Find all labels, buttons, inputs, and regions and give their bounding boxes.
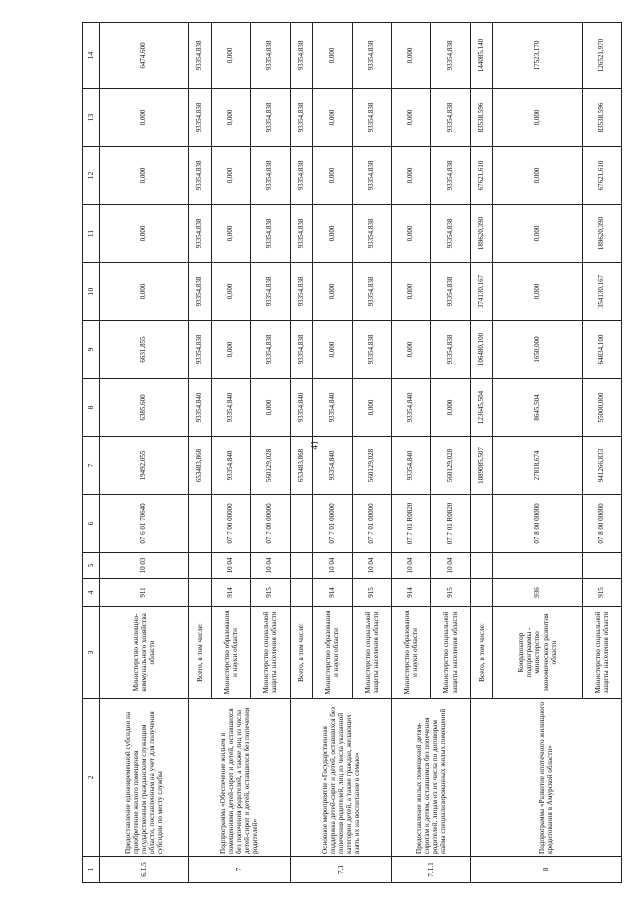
col-header: 7 [83, 437, 100, 495]
measure-name: Предоставление единовременной субсидии на приобретение жилого помещения государственным гражданским служащим области, поставленным на учет для получения субсидии по месту службы [100, 699, 189, 857]
value-cell: 93354,838 [290, 23, 313, 89]
value-cell: 0,000 [313, 321, 352, 379]
value-cell: 0,000 [211, 147, 250, 205]
value-cell: 0,000 [100, 89, 189, 147]
value-cell: 560129,028 [352, 437, 391, 495]
executor: Министерство образования и науки области [391, 607, 430, 699]
grbs-code: 911 [100, 579, 189, 607]
executor: Министерство социальной защиты населения области [251, 607, 290, 699]
value-cell: 93354,838 [189, 321, 212, 379]
value-cell: 93354,838 [189, 205, 212, 263]
value-cell: 0,000 [391, 23, 430, 89]
value-cell: 93354,838 [251, 147, 290, 205]
table-row [470, 23, 493, 883]
value-cell: 106480,100 [470, 321, 493, 379]
value-cell: 0,000 [313, 205, 352, 263]
value-cell: 126521,970 [582, 23, 621, 89]
col-header: 14 [83, 23, 100, 89]
value-cell: 0,000 [391, 321, 430, 379]
col-header: 8 [83, 379, 100, 437]
value-cell: 653483,868 [189, 437, 212, 495]
table-row [189, 23, 212, 883]
value-cell: 93354,838 [431, 23, 470, 89]
value-cell: 0,000 [100, 205, 189, 263]
executor: Министерство социальной защиты населения области [352, 607, 391, 699]
section-code [582, 553, 621, 579]
section-code [493, 553, 582, 579]
executor: Всего, в том числе: [470, 607, 493, 699]
value-cell: 6631,855 [100, 321, 189, 379]
value-cell: 0,000 [431, 379, 470, 437]
executor: Министерство социальной защиты населения области [431, 607, 470, 699]
value-cell: 93354,838 [290, 263, 313, 321]
measure-name: Предоставление жилых помещений детям-сиротам и детям, оставшимся без попечения родителей, лицам из их числа по договорам найма специализированных жилых помещений [391, 699, 470, 857]
executor: Министерство социальной защиты населения области [582, 607, 621, 699]
value-cell: 93354,840 [313, 379, 352, 437]
measure-name: Подпрограмма «Развитие ипотечного жилищного кредитования в Амурской области» [470, 699, 621, 857]
value-cell: 93354,838 [352, 23, 391, 89]
value-cell: 19492,055 [100, 437, 189, 495]
value-cell: 560129,028 [251, 437, 290, 495]
grbs-code: 915 [582, 579, 621, 607]
value-cell: 0,000 [313, 23, 352, 89]
grbs-code: 914 [313, 579, 352, 607]
value-cell: 93354,838 [189, 263, 212, 321]
target-code: 07 7 00 00000 [251, 495, 290, 553]
grbs-code: 915 [251, 579, 290, 607]
section-code [470, 553, 493, 579]
value-cell: 0,000 [313, 89, 352, 147]
value-cell: 0,000 [352, 379, 391, 437]
col-header: 11 [83, 205, 100, 263]
executor: Министерство образования и науки области [211, 607, 250, 699]
value-cell: 93354,838 [352, 147, 391, 205]
target-code: 07 8 00 00000 [582, 495, 621, 553]
value-cell: 93354,840 [211, 437, 250, 495]
value-cell: 93354,838 [290, 147, 313, 205]
value-cell: 93354,838 [189, 23, 212, 89]
col-header: 10 [83, 263, 100, 321]
value-cell: 93354,838 [189, 89, 212, 147]
target-code: 07 7 00 00000 [211, 495, 250, 553]
value-cell: 0,000 [313, 147, 352, 205]
col-header: 12 [83, 147, 100, 205]
table-row [391, 23, 430, 883]
value-cell: 0,000 [391, 89, 430, 147]
executor: Координатор подпрограммы - министерство экономического развития области [493, 607, 582, 699]
executor: Министерство образования и науки области [313, 607, 352, 699]
grbs-code: 936 [493, 579, 582, 607]
value-cell: 64834,100 [582, 321, 621, 379]
value-cell: 560129,028 [431, 437, 470, 495]
value-cell: 83538,596 [470, 89, 493, 147]
target-code [290, 495, 313, 553]
value-cell: 93354,838 [352, 205, 391, 263]
rotated-table-sheet [82, 23, 622, 883]
value-cell: 8645,504 [493, 379, 582, 437]
target-code [189, 495, 212, 553]
value-cell: 6474,600 [100, 23, 189, 89]
value-cell: 0,000 [100, 263, 189, 321]
col-header: 6 [83, 495, 100, 553]
section-code: 10 04 [431, 553, 470, 579]
value-cell: 93354,838 [251, 205, 290, 263]
value-cell: 93354,840 [391, 379, 430, 437]
col-header: 5 [83, 553, 100, 579]
value-cell: 144085,140 [470, 23, 493, 89]
value-cell: 27818,674 [493, 437, 582, 495]
section-code: 10 04 [391, 553, 430, 579]
value-cell: 189620,390 [470, 205, 493, 263]
value-cell: 0,000 [100, 147, 189, 205]
value-cell: 93354,838 [352, 263, 391, 321]
value-cell: 0,000 [391, 205, 430, 263]
value-cell: 93354,840 [189, 379, 212, 437]
value-cell: 93354,838 [290, 205, 313, 263]
value-cell: 0,000 [391, 147, 430, 205]
value-cell: 374130,167 [470, 263, 493, 321]
value-cell: 6385,600 [100, 379, 189, 437]
target-code: 07 8 00 00000 [493, 495, 582, 553]
col-header: 4 [83, 579, 100, 607]
value-cell: 0,000 [211, 205, 250, 263]
target-code: 07 7 01 R0820 [391, 495, 430, 553]
section-code: 10 04 [211, 553, 250, 579]
value-cell: 93354,838 [352, 89, 391, 147]
executor: Министерство жилищно-коммунального хозяйства области [100, 607, 189, 699]
value-cell: 67621,610 [582, 147, 621, 205]
value-cell: 0,000 [391, 263, 430, 321]
value-cell: 0,000 [211, 89, 250, 147]
page-number: 41 [309, 440, 320, 450]
value-cell: 93354,838 [431, 147, 470, 205]
section-code [189, 553, 212, 579]
value-cell: 123645,504 [470, 379, 493, 437]
value-cell: 0,000 [313, 263, 352, 321]
value-cell: 189620,390 [582, 205, 621, 263]
value-cell: 83538,596 [582, 89, 621, 147]
value-cell: 93354,838 [251, 23, 290, 89]
row-number: 6.1.5 [100, 857, 189, 883]
value-cell: 1650,000 [493, 321, 582, 379]
executor: Всего, в том числе: [189, 607, 212, 699]
value-cell: 354130,167 [582, 263, 621, 321]
col-header: 3 [83, 607, 100, 699]
value-cell: 93354,838 [431, 321, 470, 379]
grbs-code [470, 579, 493, 607]
section-code [290, 553, 313, 579]
value-cell: 93354,838 [251, 89, 290, 147]
grbs-code [189, 579, 212, 607]
section-code: 10 04 [251, 553, 290, 579]
target-code: 07 6 01 70640 [100, 495, 189, 553]
value-cell: 0,000 [493, 147, 582, 205]
row-number: 7.1.1 [391, 857, 470, 883]
value-cell: 0,000 [211, 321, 250, 379]
grbs-code: 914 [391, 579, 430, 607]
value-cell: 93354,838 [290, 89, 313, 147]
value-cell: 93354,838 [431, 89, 470, 147]
value-cell: 93354,838 [251, 321, 290, 379]
table-row [100, 23, 189, 883]
grbs-code: 915 [431, 579, 470, 607]
value-cell: 0,000 [211, 23, 250, 89]
value-cell: 67621,610 [470, 147, 493, 205]
value-cell: 653483,868 [290, 437, 313, 495]
col-header: 9 [83, 321, 100, 379]
measure-name: Основное мероприятие «Государственная поддержка детей-сирот и детей, оставшихся без попечения родителей, лиц из числа указанной категории детей, а также граждан, желающих взять их на воспитание в семью» [290, 699, 391, 857]
value-cell: 0,000 [211, 263, 250, 321]
value-cell: 0,000 [493, 263, 582, 321]
grbs-code: 914 [211, 579, 250, 607]
row-number: 7 [189, 857, 290, 883]
table-row [290, 23, 313, 883]
grbs-code: 915 [352, 579, 391, 607]
row-number: 8 [470, 857, 621, 883]
value-cell: 93354,838 [431, 205, 470, 263]
value-cell: 93354,838 [189, 147, 212, 205]
value-cell: 93354,838 [290, 321, 313, 379]
value-cell: 55000,000 [582, 379, 621, 437]
value-cell: 0,000 [251, 379, 290, 437]
row-number: 7.1 [290, 857, 391, 883]
section-code: 10 04 [352, 553, 391, 579]
measure-name: Подпрограмма «Обеспечение жильем и помещениями детей-сирот и детей, оставшихся без попечения родителей, а также лиц из числа детей-сирот и детей, оставшихся без попечения родителей» [189, 699, 290, 857]
value-cell: 93354,840 [290, 379, 313, 437]
col-header: 13 [83, 89, 100, 147]
value-cell: 941266,833 [582, 437, 621, 495]
grbs-code [290, 579, 313, 607]
target-code: 07 7 01 00000 [352, 495, 391, 553]
value-cell: 93354,840 [313, 437, 352, 495]
value-cell: 17523,170 [493, 23, 582, 89]
budget-table [82, 22, 622, 883]
value-cell: 93354,838 [251, 263, 290, 321]
value-cell: 0,000 [493, 89, 582, 147]
target-code [470, 495, 493, 553]
section-code: 10 04 [313, 553, 352, 579]
target-code: 07 7 01 R0820 [431, 495, 470, 553]
executor: Всего, в том числе: [290, 607, 313, 699]
section-code: 10 03 [100, 553, 189, 579]
value-cell: 93354,840 [391, 437, 430, 495]
value-cell: 93354,838 [352, 321, 391, 379]
value-cell: 93354,838 [431, 263, 470, 321]
col-header: 2 [83, 699, 100, 857]
value-cell: 93354,840 [211, 379, 250, 437]
col-header: 1 [83, 857, 100, 883]
value-cell: 1089085,507 [470, 437, 493, 495]
value-cell: 0,000 [493, 205, 582, 263]
header-row [83, 23, 100, 883]
target-code: 07 7 01 00000 [313, 495, 352, 553]
